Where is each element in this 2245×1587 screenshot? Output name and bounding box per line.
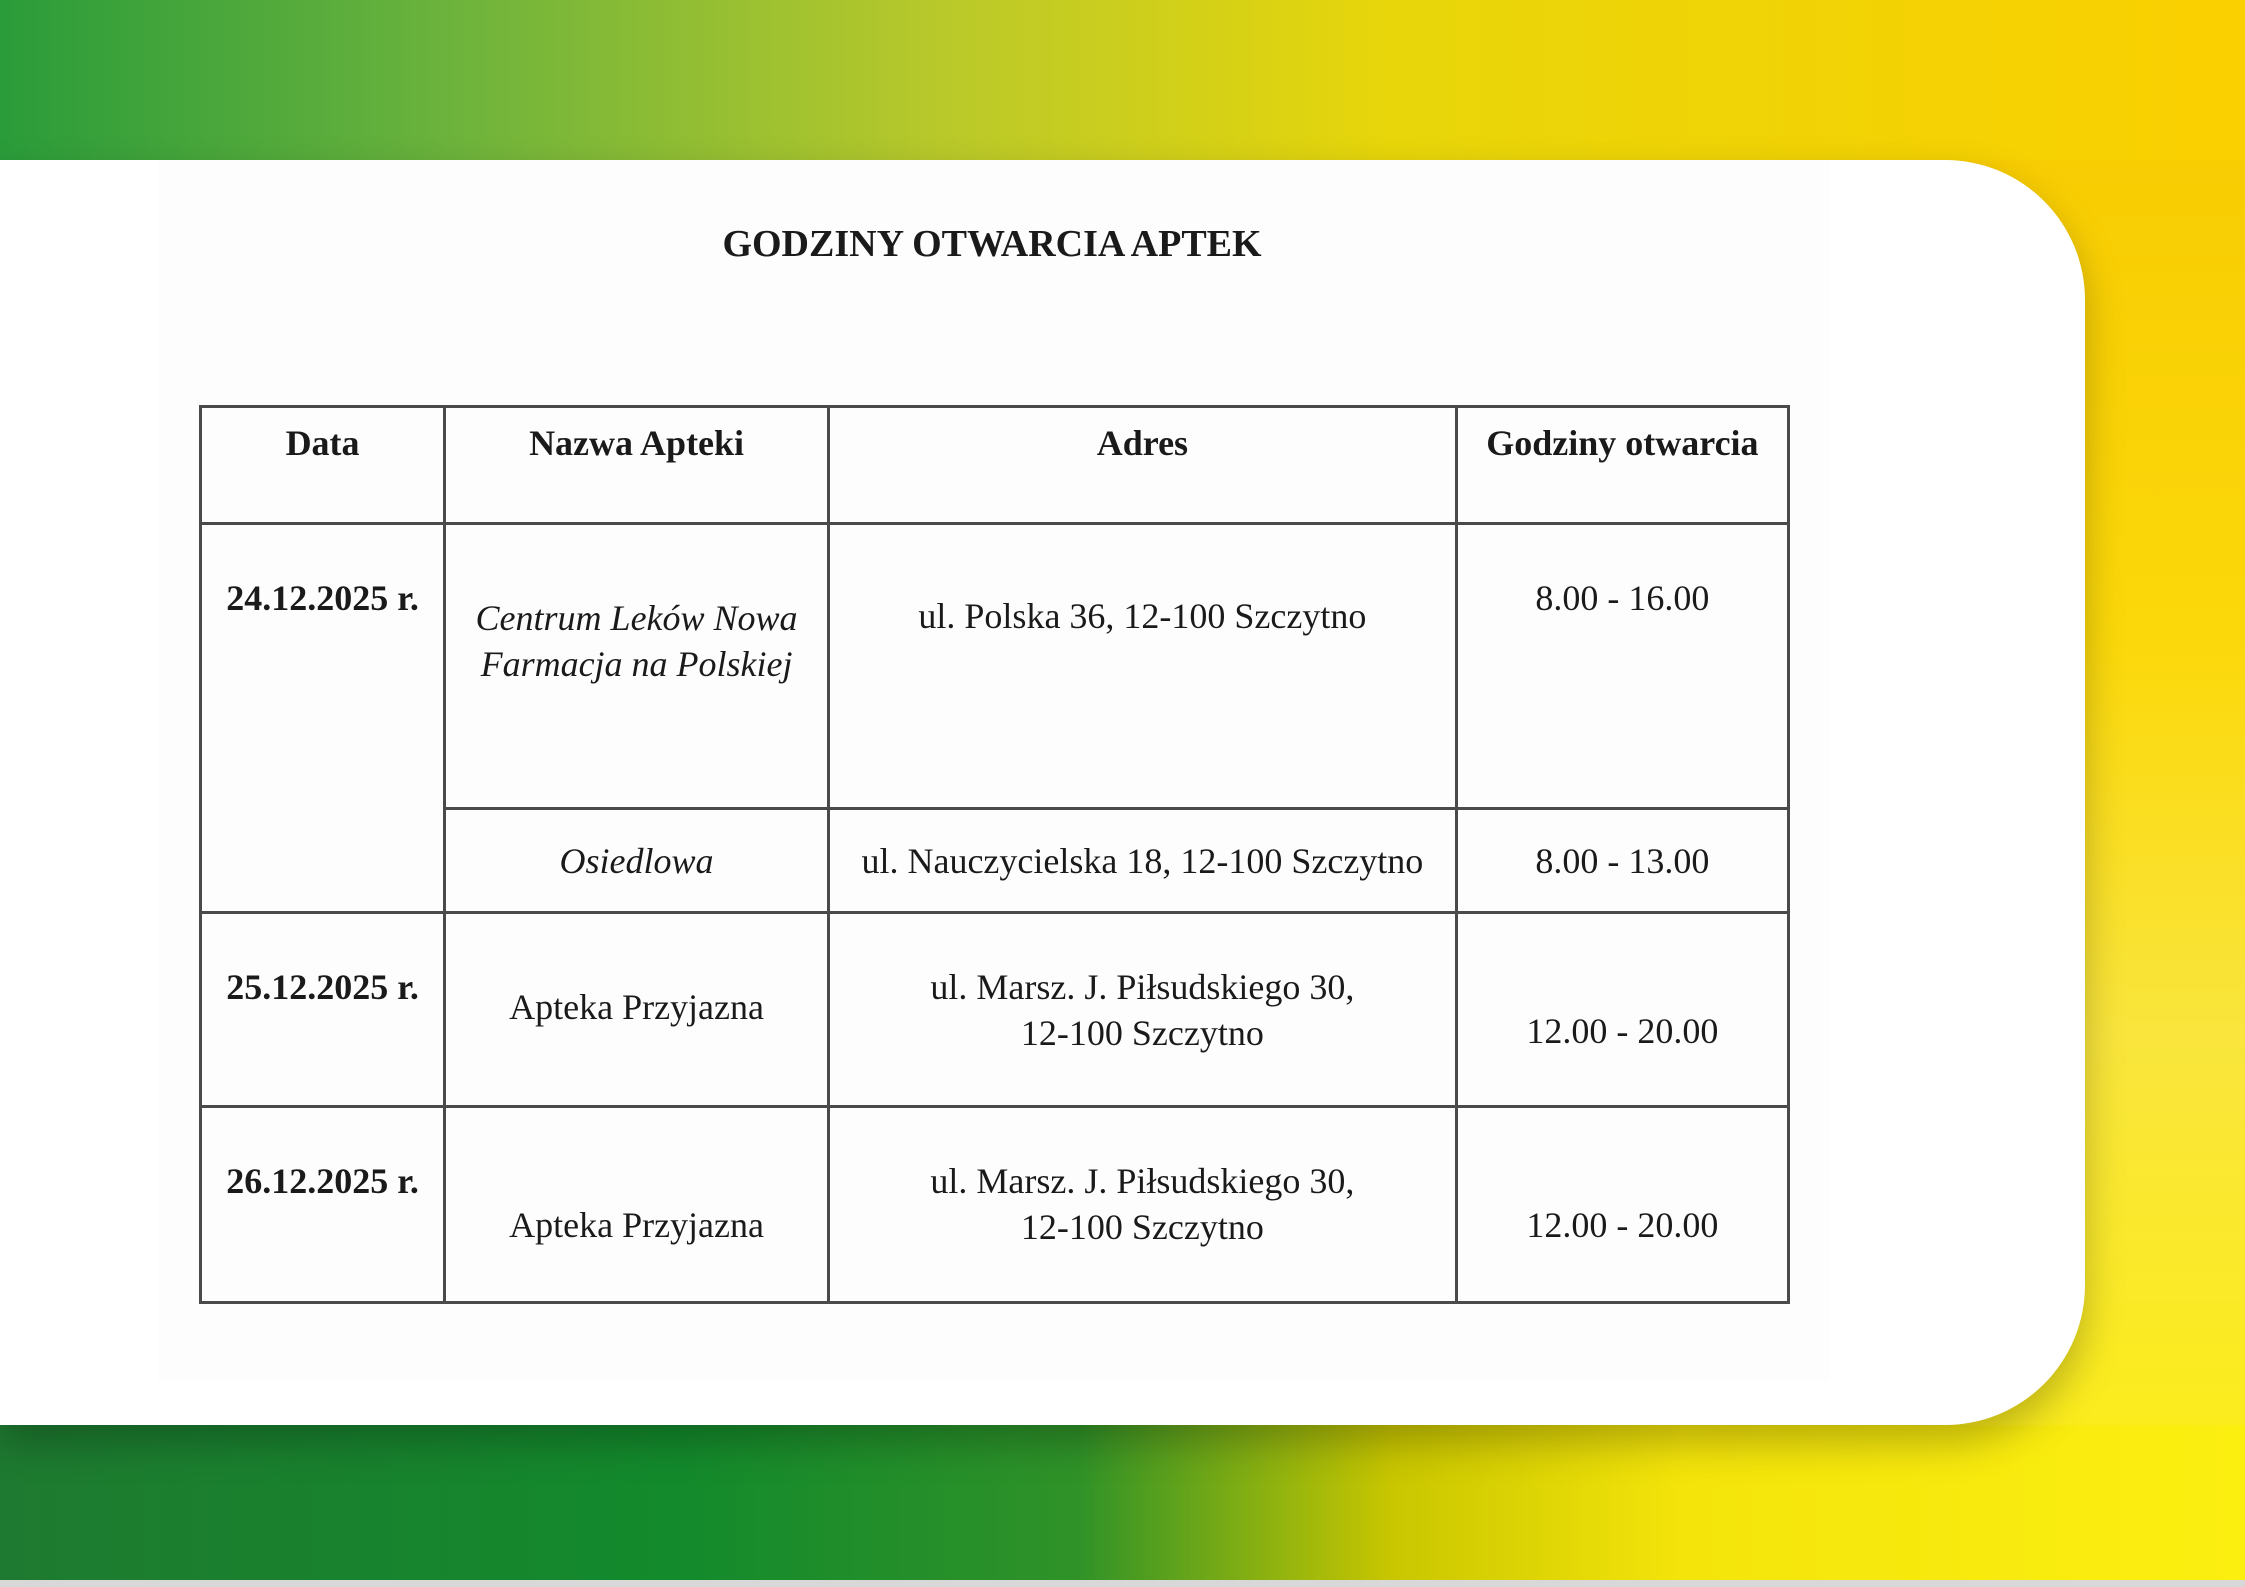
- header-address: Adres: [828, 407, 1456, 524]
- bottom-strip: [0, 1580, 2245, 1587]
- row-date: 24.12.2025 r.: [201, 524, 445, 913]
- table-row: [201, 1107, 1789, 1303]
- row-address: ul. Polska 36, 12-100 Szczytno: [828, 524, 1456, 809]
- header-date: Data: [201, 407, 445, 524]
- row-hours: 8.00 - 16.00: [1456, 524, 1788, 809]
- row-hours: 8.00 - 13.00: [1456, 809, 1788, 913]
- row-address: [828, 1107, 1456, 1303]
- row-address: ul. Nauczycielska 18, 12-100 Szczytno: [828, 809, 1456, 913]
- table-header-row: [201, 407, 1789, 524]
- address-line-2: 12-100 Szczytno: [1020, 1207, 1264, 1247]
- row-pharmacy-name: Centrum Leków Nowa Farmacja na Polskiej: [445, 524, 829, 809]
- table-row: [201, 524, 1789, 809]
- bottom-gradient-band: [0, 1425, 2245, 1587]
- row-pharmacy-name: Osiedlowa: [445, 809, 829, 913]
- header-name: Nazwa Apteki: [445, 407, 829, 524]
- pharmacy-hours-table: [199, 405, 1790, 1304]
- address-line-1: ul. Marsz. J. Piłsudskiego 30,: [930, 1161, 1355, 1201]
- address-line-1: ul. Marsz. J. Piłsudskiego 30,: [930, 967, 1355, 1007]
- page-title: GODZINY OTWARCIA APTEK: [722, 223, 1262, 265]
- row-pharmacy-name: Apteka Przyjazna: [445, 1107, 829, 1303]
- table-row: [201, 913, 1789, 1107]
- top-gradient-band: [0, 0, 2245, 160]
- row-hours: 12.00 - 20.00: [1456, 1107, 1788, 1303]
- row-pharmacy-name: Apteka Przyjazna: [445, 913, 829, 1107]
- header-hours: Godziny otwarcia: [1456, 407, 1788, 524]
- row-date: 25.12.2025 r.: [201, 913, 445, 1107]
- row-address: [828, 913, 1456, 1107]
- row-date: 26.12.2025 r.: [201, 1107, 445, 1303]
- address-line-2: 12-100 Szczytno: [1020, 1013, 1264, 1053]
- row-hours: 12.00 - 20.00: [1456, 913, 1788, 1107]
